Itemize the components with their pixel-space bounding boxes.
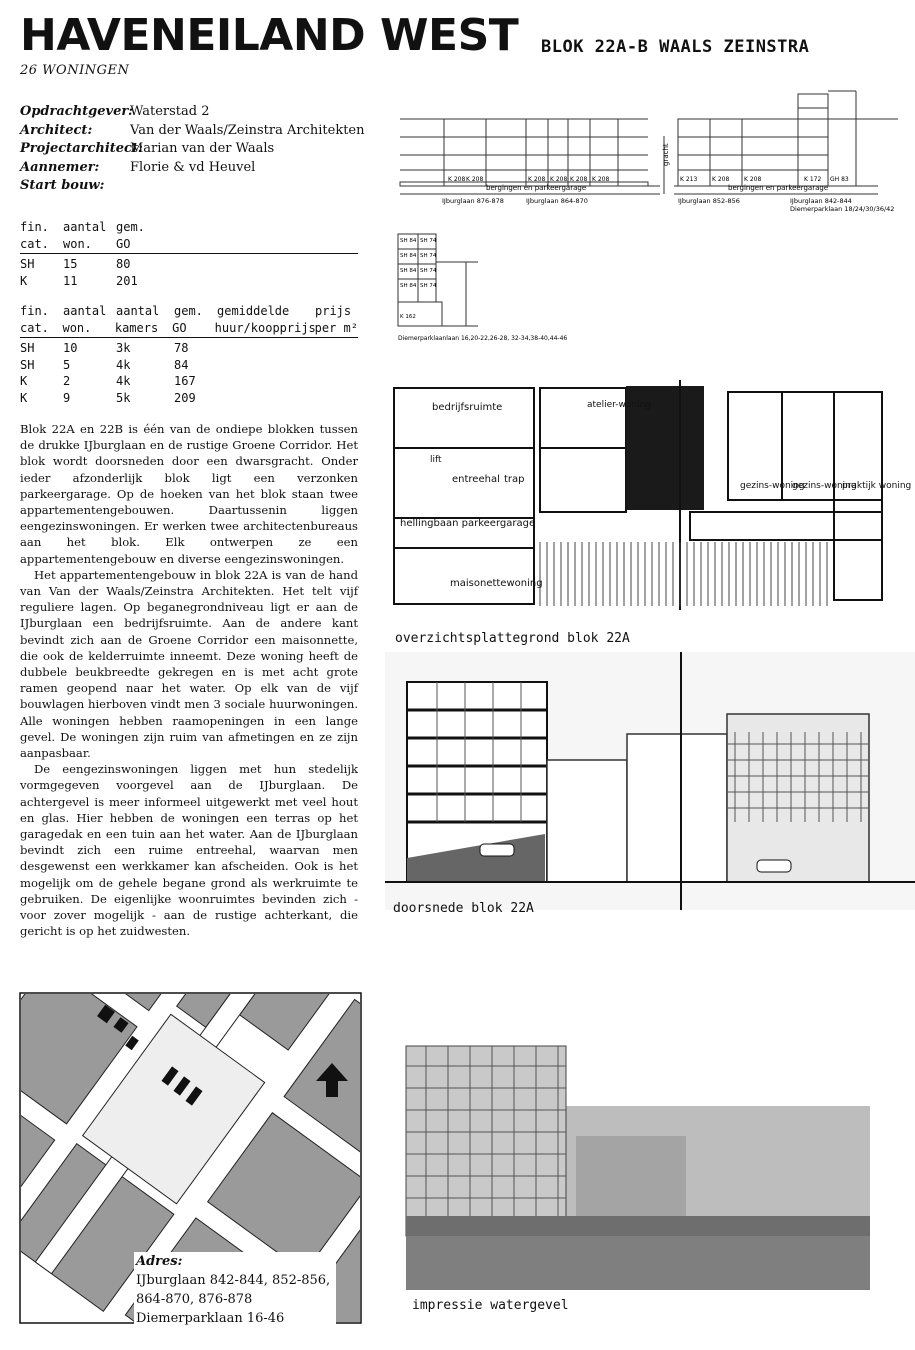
tower-block [406,1046,566,1236]
credit-value: Florie & vd Heuvel [130,159,256,175]
side-caption: Diemerparklaanlaan 16,20-22,26-28, 32-34,38-40,44-46 [398,335,568,342]
body-text [20,421,358,940]
table-row [20,256,358,273]
unit-label: K 208 [570,176,588,183]
unit-label: SH 84 [400,253,417,259]
table-cell: SH [20,357,35,372]
unit-label: K 213 [680,176,698,183]
room-label: hellingbaan parkeergarage [400,518,536,529]
table-cell: K [20,273,28,288]
table-cell: 4k [116,374,131,388]
table-cell: 80 [116,257,131,271]
address-heading: Adres: [136,1254,183,1269]
table-cell: 11 [63,273,78,288]
room-label: gezins-woning [740,481,805,491]
room-label: lift [430,455,442,465]
unit-label: K 208 [448,176,466,183]
unit-label: K 208 [550,176,568,183]
table-category-summary [20,219,358,289]
credit-label: Aannemer: [20,159,100,175]
table-cell: 15 [63,257,78,271]
credit-row [20,103,365,122]
page-title: HAVENEILAND WEST [20,10,519,61]
diagram-background [378,86,900,374]
unit-label: SH 84 [400,268,417,274]
elevation-caption: doorsnede blok 22A [393,901,534,916]
room-label: atelier-woning [587,400,651,410]
column-header: per m² [314,320,358,335]
table-cell: 78 [174,341,189,355]
room-label: trap [504,474,525,485]
column-header: won. [62,320,92,335]
table-cell: SH [20,341,35,355]
room-label: maisonettewoning [450,578,543,589]
section-diagram [378,86,900,374]
unit-label: K 162 [400,314,416,320]
table-cell: 167 [174,374,196,388]
credit-row [20,140,365,159]
table-cell: 9 [63,390,71,405]
street-label: IJburglaan 842-844 [790,197,852,205]
body-paragraph: De eengezinswoningen liggen met hun stedelijk vormgegeven voorgevel aan de IJburglaan. De achtergevel is meer informeel uitgewerkt met veel hout en glas. Hier hebben de woningen een terras op het garagedak en een tuin aan het water. Aan de IJburglaan bevindt zich een ruime entreehal, waarvan men desgewenst een werkkamer kan afscheiden. Ook is het mogelijk om de gehele begane grond als werkruimte te gebruiken. De eigenlijke woonruimtes bevinden zich - voor zover mogelijk - aan de rustige achterkant, die gericht is op het zuidwesten. [20,762,358,939]
table-header-row [20,236,358,255]
table-cell: SH [20,257,35,271]
room-label: praktijk woning [842,481,912,491]
column-header: huur/koopprijs [214,320,316,335]
street-label: Diemerparklaan 18/24/30/36/42 [790,205,895,213]
unit-label: SH 74 [420,253,437,259]
credit-label: Opdrachtgever: [20,104,133,119]
column-header: gemiddelde [217,304,290,318]
unit-label: SH 84 [400,238,417,244]
car-icon [757,860,791,872]
credit-row [20,159,365,178]
address-block [134,1252,336,1328]
street-label: IJburglaan 852-856 [678,197,740,205]
room-label: gezins-woning [792,481,857,491]
elevation-drawing [385,652,915,910]
unit-label: GH 83 [830,176,849,183]
table-row [20,373,358,390]
credit-value: Van der Waals/Zeinstra Architekten [130,122,365,138]
table-row [20,273,358,290]
unit-label: SH 84 [400,283,417,289]
column-header: GO [116,236,131,251]
page-subtitle: BLOK 22A-B WAALS ZEINSTRA [541,37,810,57]
table-cell: 10 [63,341,78,355]
render-image [406,1026,870,1290]
column-header: aantal [63,304,107,318]
table-header-row [20,303,358,320]
column-header: prijs [315,304,352,318]
unit-label: K 208 [744,176,762,183]
unit-label: SH 74 [420,283,437,289]
table-unit-details [20,303,358,406]
credit-row [20,177,365,196]
garage-label-left: bergingen en parkeergarage [486,184,587,192]
column-header: aantal [63,220,107,234]
table-header-row [20,320,358,339]
table-cell: 4k [116,357,131,372]
table-cell: 201 [116,273,138,288]
car-icon [480,844,514,856]
column-header: gem. [116,220,145,234]
column-header: fin. [20,304,49,318]
water-reflection [406,1236,870,1290]
table-row [20,357,358,374]
address-line: IJburglaan 842-844, 852-856, [136,1273,331,1288]
unit-label: SH 74 [420,268,437,274]
credit-label: Start bouw: [20,178,105,193]
table-row [20,340,358,357]
column-header: cat. [20,320,49,335]
table-header-row [20,219,358,236]
garage-label-right: bergingen en parkeergarage [728,184,829,192]
table-row [20,390,358,407]
table-cell: 3k [116,341,131,355]
column-header: cat. [20,236,49,251]
street-label: IJburglaan 864-870 [526,197,588,205]
table-cell: 5k [116,390,131,405]
column-header: kamers [114,320,159,335]
body-paragraph: Het appartementengebouw in blok 22A is van de hand van Van der Waals/Zeinstra Architekten. Het telt vijf reguliere lagen. Op beganegrondniveau ligt er aan de IJburglaan een bedrijfsruimte. Aan de andere kant bevindt zich aan de Groene Corridor een maisonnette, die ook de kelderruimte inneemt. Deze woning heeft de dubbele beukbreedte gekregen en is met acht grote ramen geopend naar het water. Op elk van de vijf bouwlagen hierboven vindt men 3 sociale huurwoningen. Alle woningen hebben raamopeningen in een lange gevel. De woningen zijn ruim van afmetingen en ze zijn aanpasbaar. [20,567,358,761]
credit-value: Marian van der Waals [130,141,275,156]
table-cell: K [20,374,28,388]
column-header: won. [63,236,92,251]
table-cell: K [20,390,28,405]
table-cell: 84 [174,357,189,372]
credit-row [20,122,365,141]
unit-label: K 208 [712,176,730,183]
column-header: GO [172,320,187,335]
middle-volume [576,1136,686,1216]
table-cell: 5 [63,357,71,372]
room-label: bedrijfsruimte [432,402,503,413]
street-label: IJburglaan 876-878 [442,197,504,205]
column-header: fin. [20,220,49,234]
unit-label: K 172 [804,176,822,183]
table-cell: 2 [63,374,71,388]
credit-label: Projectarchitect: [20,141,143,156]
address-line: Diemerparklaan 16-46 [136,1311,285,1326]
unit-label: SH 74 [420,238,437,244]
column-header: gem. [174,304,203,318]
address-line: 864-870, 876-878 [136,1292,253,1307]
unit-label: K 208 [592,176,610,183]
render-caption: impressie watergevel [412,1298,569,1313]
unit-labels-left [448,176,609,183]
credit-value: Waterstad 2 [130,104,210,119]
table-cell: 209 [174,390,196,405]
credit-label: Architect: [20,122,93,138]
body-paragraph: Blok 22A en 22B is één van de ondiepe blokken tussen de drukke IJburglaan en de rustige Groene Corridor. Het blok wordt doorsneden door een dwarsgracht. Onder ieder afzonderlijk blok ligt een verzonken parkeergarage. Op de hoeken van het blok staan twee appartementengebouwen. Daartussenin liggen eengezinswoningen. Er werken twee architectenbureaus aan het blok. Elk ontwerpen ze een appartementengebouw en diverse eengezinswoningen. [20,422,358,566]
unit-label: K 208 [528,176,546,183]
floorplan-caption: overzichtsplattegrond blok 22A [395,631,630,646]
unit-label: K 208 [466,176,484,183]
room-label: entreehal [452,474,500,485]
column-header: aantal [116,304,160,318]
canal-label: gracht [662,143,670,166]
floorplan-drawing [380,380,912,610]
project-credits [20,103,365,196]
housing-count: 26 WONINGEN [20,63,130,78]
